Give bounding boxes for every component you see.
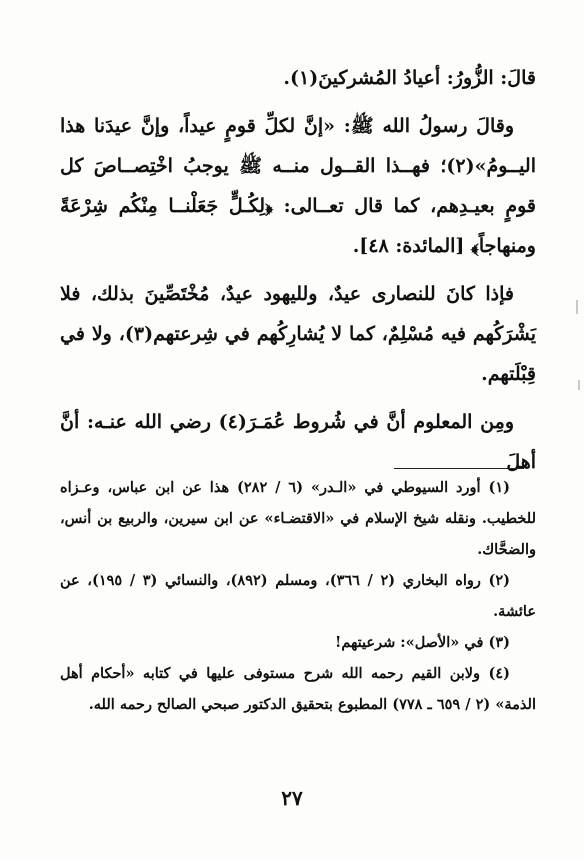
footnote-3: (٣) في «الأصل»: شرعيتهم!	[334, 634, 510, 651]
footnotes	[60, 472, 536, 720]
paragraph-1: قالَ: الزُّورُ: أعيادُ المُشركينَ(١).	[283, 67, 536, 89]
page-number: ٢٧	[281, 786, 303, 810]
paragraph-4: ومِن المعلوم أنَّ في شُروط عُمَـرَ(٤) رضي الله عنـه: أنَّ أهلَ	[60, 411, 536, 473]
footnote-4: (٤) ولابن القيم رحمه الله شرح مستوفى عليها في كتابه «أحكام أهل الذمة» (٢ / ٦٥٩ ـ ٧٧٨) المطبوع بتحقيق الدكتور صبحي الصالح رحمه الله.	[60, 665, 536, 713]
main-text	[60, 58, 536, 490]
scan-artifact	[576, 300, 578, 314]
footnote-1: (١) أورد السيوطي في «الـدر» (٦ / ٢٨٢) هذا عن ابن عباس، وعـزاه للخطيب. ونقله شيخ الإسلام في «الاقتضـاء» عن ابن سيرين، والربيع بن أنس، والضحَّاك.	[60, 479, 536, 558]
paragraph-2: وقالَ رسولُ الله ﷺ: «إنَّ لكلِّ قومٍ عيداً، وإنَّ عيدَنا هذا اليــومُ»(٢)؛ فهــذا القــول منــه ﷺ يوجبُ اخْتِصــاصَ كل قومٍ بعيـدِهم، كما قال تعــالى: ﴿لِكُـلٍّ جَعَلْنــا مِنْكُم شِرْعَةً ومنهاجاً﴾ [المائدة: ٤٨].	[60, 115, 536, 257]
footnote-separator	[394, 468, 524, 469]
paragraph-3: فإذا كانَ للنصارى عيدٌ، ولليهود عيدٌ، مُخْتَصِّينَ بذلك، فلا يَشْرَكُهم فيه مُسْلِمٌ، كما لا يُشارِكُهم في شِرعتهم(٣)، ولا في قِبْلَتهم.	[60, 283, 536, 385]
footnote-2: (٢) رواه البخاري (٢ / ٣٦٦)، ومسلم (٨٩٢)، والنسائي (٣ / ١٩٥)، عن عائشة.	[60, 572, 536, 620]
scan-artifact	[578, 380, 580, 390]
